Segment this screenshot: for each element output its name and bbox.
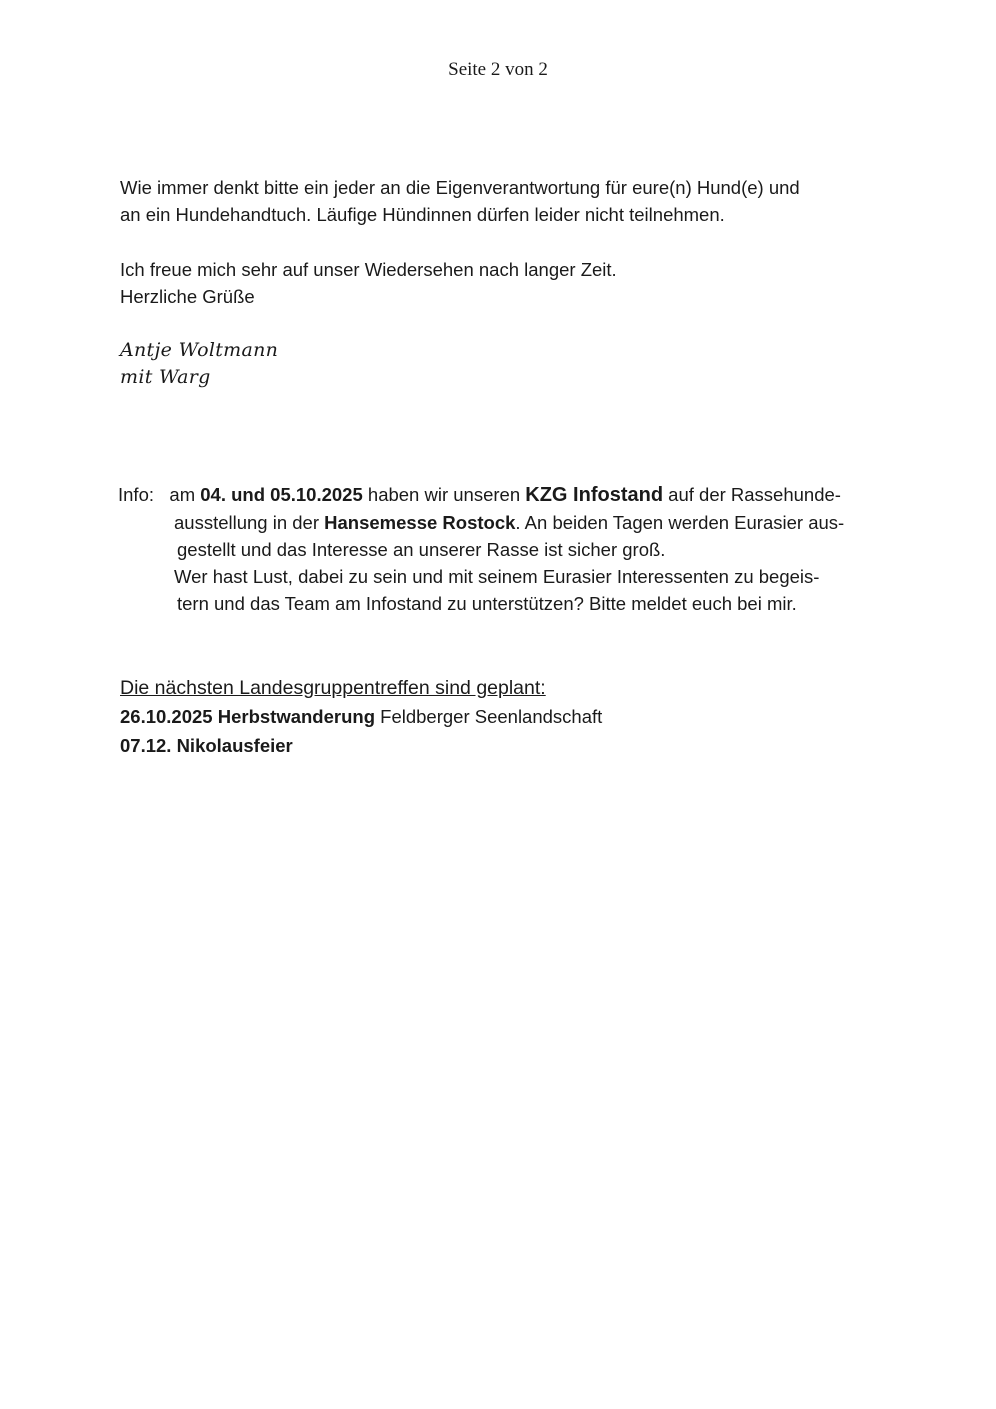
signature-dog: mit Warg [120,366,211,388]
info-section [118,481,888,617]
page-number: Seite 2 von 2 [448,59,548,80]
events-heading [120,674,890,702]
paragraph-line: Ich freue mich sehr auf unser Wiedersehen nach langer Zeit. [120,259,617,280]
paragraph-line: Wie immer denkt bitte ein jeder an die Eigenverantwortung für eure(n) Hund(e) und [120,177,800,198]
info-kzg-infostand: KZG Infostand [525,484,664,506]
info-text: auf der Rassehunde- [663,484,841,505]
info-date: 04. und 05.10.2025 [200,484,363,505]
event-detail: Feldberger Seenlandschaft [375,706,603,727]
info-line-2 [118,509,888,536]
info-text: haben wir unseren [362,484,526,505]
event-title: 26.10.2025 Herbstwanderung [120,706,375,727]
info-text: ausstellung in der [174,512,325,533]
signature-name: Antje Woltmann [120,339,279,361]
info-line-4: Wer hast Lust, dabei zu sein und mit seinem Eurasier Interessenten zu begeis- [174,566,820,587]
info-text: am [169,484,201,505]
info-text: . An beiden Tagen werden Eurasier aus- [515,512,845,533]
events-heading-text: Die nächsten Landesgruppentreffen sind geplant: [120,677,546,699]
event-title: 07.12. Nikolausfeier [120,735,293,756]
paragraph-line: an ein Hundehandtuch. Läufige Hündinnen dürfen leider nicht teilnehmen. [120,204,725,225]
info-line-5: tern und das Team am Infostand zu unterstützen? Bitte meldet euch bei mir. [177,593,797,614]
signature-block [120,337,520,391]
info-line-1 [118,481,888,509]
events-list [120,702,890,760]
event-item [120,731,890,760]
info-label: Info: [118,484,154,505]
event-item [120,702,890,731]
paragraph-greeting [120,256,890,310]
paragraph-dog-responsibility [120,174,890,228]
closing-line: Herzliche Grüße [120,286,255,307]
info-venue: Hansemesse Rostock [324,512,516,533]
info-line-3: gestellt und das Interesse an unserer Rasse ist sicher groß. [177,539,666,560]
